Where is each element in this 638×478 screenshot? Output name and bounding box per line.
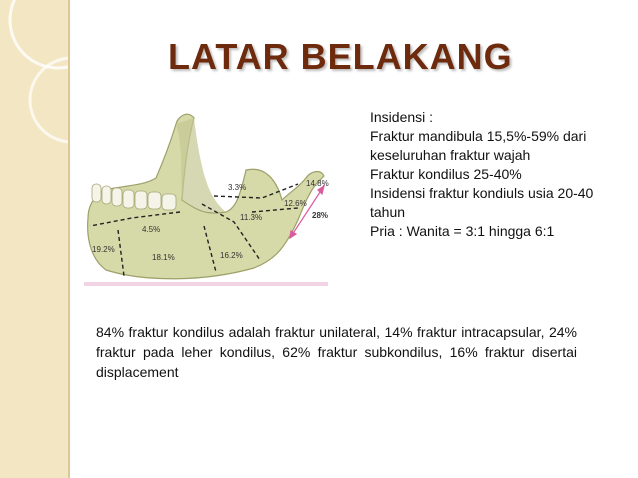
label-parasymphysis: 18.1% (152, 253, 175, 262)
slide-title: LATAR BELAKANG (168, 36, 513, 77)
fact-line: Insidensi : (370, 109, 434, 125)
decorative-circles (0, 0, 68, 478)
label-ramus-upper: 12.6% (284, 199, 307, 208)
mandible-illustration (84, 100, 332, 288)
label-symphysis: 19.2% (92, 245, 115, 254)
fact-line: Fraktur kondilus 25-40% (370, 166, 522, 182)
label-angle: 11.3% (240, 213, 263, 222)
label-alveolar: 4.5% (142, 225, 161, 234)
figure-baseline (84, 282, 328, 286)
label-coronoid: 3.3% (228, 183, 247, 192)
label-condyle: 14.8% (306, 179, 329, 188)
coronoid-shading (176, 118, 226, 212)
incidence-facts (370, 108, 600, 241)
fact-line: Pria : Wanita = 3:1 hingga 6:1 (370, 223, 555, 239)
label-body: 16.2% (220, 251, 243, 260)
decorative-sidebar (0, 0, 70, 478)
mandible-fracture-figure (84, 100, 332, 288)
fact-line: Fraktur mandibula 15,5%-59% dari keseluruhan fraktur wajah (370, 128, 587, 163)
summary-paragraph: 84% fraktur kondilus adalah fraktur unilateral, 14% fraktur intracapsular, 24% fraktur pada leher kondilus, 62% fraktur subkondilus, 16% fraktur disertai displacement (96, 324, 577, 380)
fact-line: Insidensi fraktur kondiuls usia 20-40 tahun (370, 185, 594, 220)
label-ramus-total: 28% (312, 211, 329, 220)
